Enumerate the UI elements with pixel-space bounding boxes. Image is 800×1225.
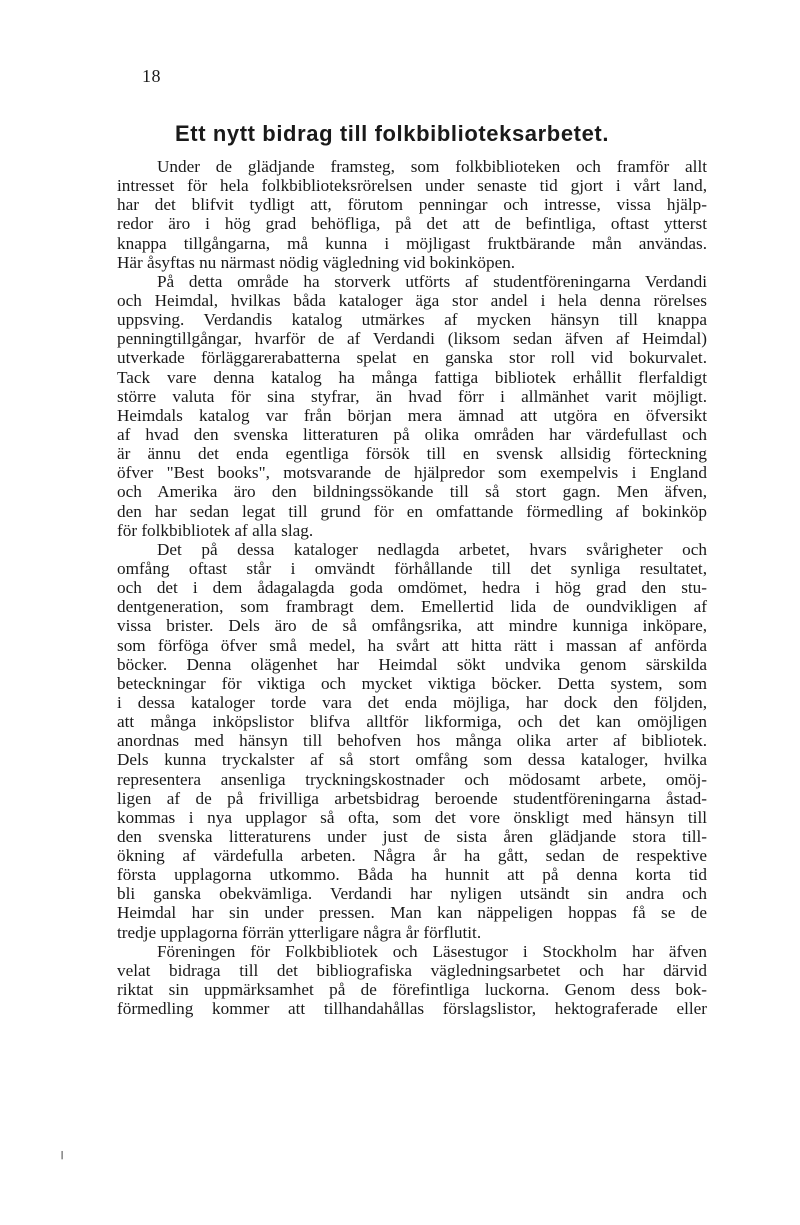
text-line: att många inköpslistor blifva alltför likformiga, och det kan omöjligen [117,712,707,732]
text-line: intresset för hela folkbiblioteksrörelsen under senaste tid gjort i vårt land, [117,176,707,196]
text-line: redor äro i hög grad behöfliga, på det att de befintliga, oftast ytterst [117,214,707,234]
text-line: velat bidraga till det bibliografiska vägledningsarbetet och har därvid [117,960,707,980]
text-line: ökning af värdefulla arbeten. Några år ha gått, sedan de respektive [117,846,707,866]
text-line: är ännu det enda egentliga försök till en svensk allsidig förteckning [117,444,707,464]
text-line: och Amerika äro den bildningssökande till så stort gagn. Men äfven, [117,482,707,502]
text-line: öfver "Best books", motsvarande de hjälpredor som exempelvis i England [117,463,707,483]
text-line: vissa brister. Dels äro de så omfångsrika, att mindre kunniga inköpare, [117,616,707,636]
text-line: riktat sin uppmärksamhet på de förefintliga luckorna. Genom dess bok- [117,980,707,1000]
text-line: för folkbibliotek af alla slag. [117,520,314,540]
text-line: uppsving. Verdandis katalog utmärkes af mycken hänsyn till knappa [117,310,707,330]
text-line: Det på dessa kataloger nedlagda arbetet, hvars svårigheter och [157,539,707,559]
text-line: tredje upplagorna förrän ytterligare några år förflutit. [117,922,482,942]
scan-margin-mark: ╵ [58,1153,67,1168]
text-line: omfång oftast står i omvändt förhållande till det synliga resultatet, [117,558,707,578]
text-line: i dessa kataloger torde vara det enda möjliga, har dock den följden, [117,692,707,712]
text-line: kommas i nya upplagor så ofta, som det vore önskligt med hänsyn till [117,807,707,827]
text-line: penningtillgångar, hvarför de af Verdandi (liksom sedan äfven af Heimdal) [117,329,707,349]
text-line: och det i dem ådagalagda goda omdömet, hedra i hög grad den stu- [117,578,707,598]
text-line: anordnas med hänsyn till behofven hos många olika arter af bibliotek. [117,731,707,751]
page-number: 18 [142,66,161,86]
text-line: första upplagorna utkommo. Båda ha hunnit att på denna korta tid [117,865,707,885]
text-line: bli ganska obekvämliga. Verdandi har nyligen utsändt sin andra och [117,884,707,904]
text-line: utverkade förläggarerabatterna spelat en ganska stor roll vid bokurvalet. [117,348,707,368]
text-line: förmedling kommer att tillhandahållas förslagslistor, hektograferade eller [117,999,707,1019]
text-line: Föreningen för Folkbibliotek och Läsestugor i Stockholm har äfven [157,941,707,961]
text-line: dentgeneration, som frambragt dem. Emellertid lida de oundvikligen af [117,597,707,617]
text-line: den svenska litteraturens under just de sista åren glädjande stora till- [117,826,707,846]
text-line: och Heimdal, hvilkas båda kataloger äga stor andel i hela denna rörelses [117,290,707,310]
text-line: På detta område ha storverk utförts af studentföreningarna Verdandi [157,271,707,291]
text-line: böcker. Denna olägenhet har Heimdal sökt undvika genom särskilda [117,654,707,674]
text-line: knappa tillgångarna, må kunna i möjligast fruktbärande mån användas. [117,233,707,253]
text-line: ligen af de på frivilliga arbetsbidrag beroende studentföreningarna åstad- [117,788,707,808]
article-body [117,157,707,1018]
text-line: Heimdal har sin under pressen. Man kan näppeligen hoppas få se de [117,903,707,923]
text-line: Tack vare denna katalog ha många fattiga bibliotek erhållit flerfaldigt [117,367,707,387]
text-line: Heimdals katalog var från början mera ämnad att utgöra en öfversikt [117,405,707,425]
text-line: större valuta för sina styfrar, än hvad förr i allmänhet varit möjligt. [117,386,707,406]
text-line: har det blifvit tydligt att, förutom penningar och intresse, vissa hjälp- [117,195,707,215]
text-line: Dels kunna tryckalster af så stort omfång som dessa kataloger, hvilka [117,750,707,770]
text-line: som förföga öfver små medel, ha svårt att hitta rätt i massan af anförda [117,635,707,655]
text-line: af hvad den svenska litteraturen på olika områden har värdefullast och [117,424,707,444]
text-line: den har sedan legat till grund för en omfattande förmedling af bokinköp [117,501,707,521]
article-title: Ett nytt bidrag till folkbiblioteksarbetet. [175,121,610,146]
text-line: Under de glädjande framsteg, som folkbiblioteken och framför allt [157,157,707,176]
text-line: Här åsyftas nu närmast nödig vägledning vid bokinköpen. [117,252,516,272]
text-line: beteckningar för viktiga och mycket viktiga böcker. Detta system, som [117,673,707,693]
text-line: representera ansenliga tryckningskostnader och mödosamt arbete, omöj- [117,769,707,789]
